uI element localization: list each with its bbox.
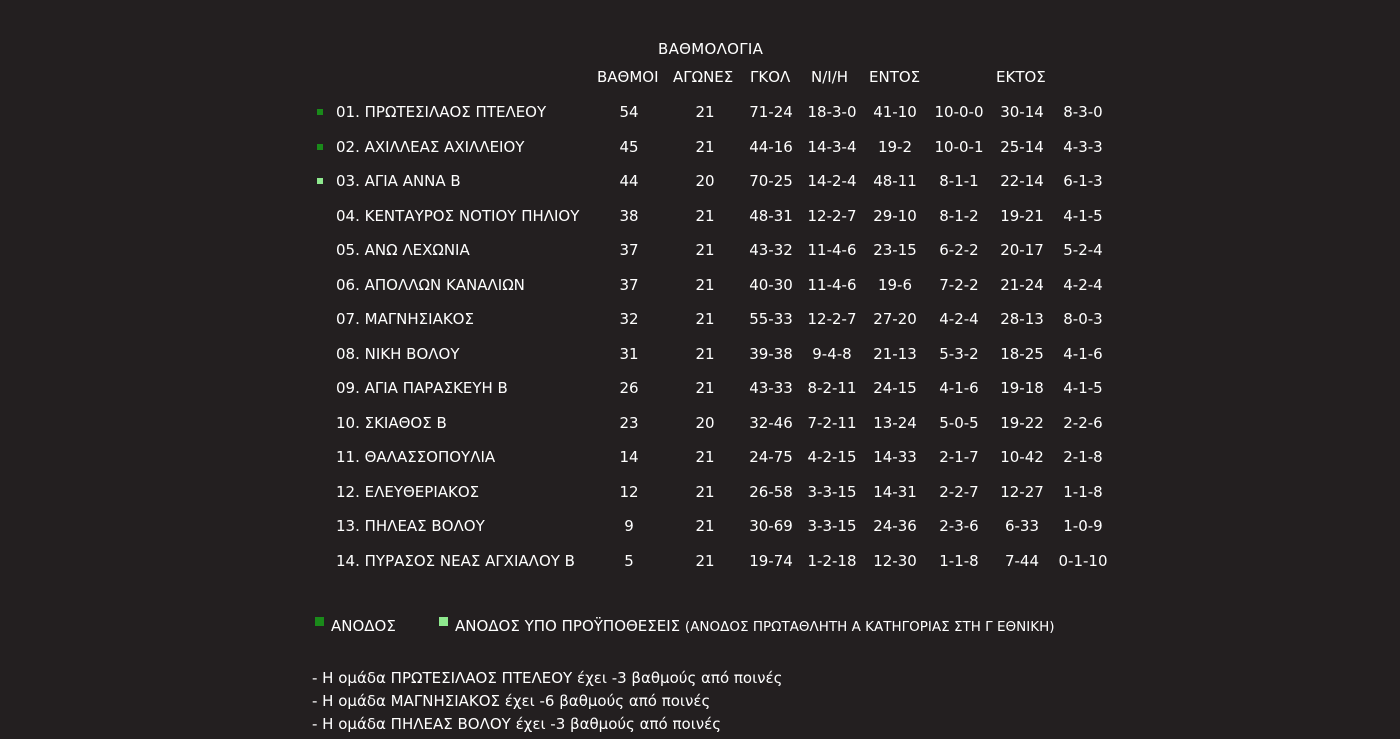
header-away: ΕΚΤΟΣ — [996, 68, 1046, 86]
goals-cell: 71-24 — [749, 103, 793, 121]
table-row — [0, 552, 1400, 586]
away-wdl-cell: 4-1-5 — [1063, 206, 1103, 225]
team-name: 09. ΑΓΙΑ ΠΑΡΑΣΚΕΥΗ Β — [336, 379, 508, 397]
team-name: 06. ΑΠΟΛΛΩΝ ΚΑΝΑΛΙΩΝ — [336, 275, 525, 294]
penalty-note-3: - Η ομάδα ΠΗΛΕΑΣ ΒΟΛΟΥ έχει -3 βαθμούς από ποινές — [312, 715, 722, 733]
goals-cell: 44-16 — [749, 137, 793, 156]
wdl-cell: 3-3-15 — [807, 517, 857, 535]
legend-conditional-swatch — [439, 617, 448, 626]
games-cell: 20 — [695, 413, 715, 432]
legend-conditional-label — [455, 617, 1055, 635]
games-cell: 21 — [695, 482, 715, 501]
promotion-marker — [317, 109, 323, 115]
team-name: 13. ΠΗΛΕΑΣ ΒΟΛΟΥ — [336, 517, 485, 535]
away-goals-cell: 7-44 — [1004, 551, 1040, 570]
games-cell: 21 — [695, 137, 715, 156]
games-cell: 21 — [695, 275, 715, 294]
table-row — [0, 103, 1400, 137]
games-cell: 21 — [695, 517, 715, 535]
away-wdl-cell: 1-0-9 — [1063, 517, 1103, 535]
away-goals-cell: 22-14 — [1000, 172, 1044, 190]
legend-conditional-note: (ΑΝΟΔΟΣ ΠΡΩΤΑΘΛΗΤΗ Α ΚΑΤΗΓΟΡΙΑΣ ΣΤΗ Γ ΕΘΝΙΚΗ) — [684, 619, 1055, 635]
header-wdl: Ν/Ι/Η — [811, 68, 849, 86]
goals-cell: 40-30 — [749, 275, 793, 294]
wdl-cell: 18-3-0 — [807, 103, 857, 121]
wdl-cell: 3-3-15 — [807, 482, 857, 501]
points-cell: 44 — [619, 172, 639, 190]
points-cell: 14 — [619, 448, 639, 466]
team-name: 10. ΣΚΙΑΘΟΣ Β — [336, 413, 447, 432]
home-wdl-cell: 7-2-2 — [939, 275, 979, 294]
away-goals-cell: 12-27 — [1000, 482, 1044, 501]
points-cell: 26 — [619, 379, 639, 397]
games-cell: 21 — [695, 344, 715, 363]
home-wdl-cell: 5-3-2 — [939, 344, 979, 363]
goals-cell: 43-32 — [749, 241, 793, 259]
penalty-note-1: - Η ομάδα ΠΡΩΤΕΣΙΛΑΟΣ ΠΤΕΛΕΟΥ έχει -3 βαθμούς από ποινές — [312, 669, 783, 687]
points-cell: 23 — [619, 413, 639, 432]
points-cell: 38 — [619, 206, 639, 225]
home-goals-cell: 24-36 — [873, 517, 917, 535]
away-goals-cell: 19-22 — [1000, 413, 1044, 432]
goals-cell: 43-33 — [749, 379, 793, 397]
points-cell: 54 — [619, 103, 639, 121]
wdl-cell: 1-2-18 — [807, 551, 857, 570]
wdl-cell: 12-2-7 — [807, 206, 857, 225]
legend-conditional-text: ΑΝΟΔΟΣ ΥΠΟ ΠΡΟΫΠΟΘΕΣΕΙΣ — [455, 617, 681, 635]
away-goals-cell: 28-13 — [1000, 310, 1044, 328]
away-wdl-cell: 1-1-8 — [1063, 482, 1103, 501]
team-name: 11. ΘΑΛΑΣΣΟΠΟΥΛΙΑ — [336, 448, 496, 466]
goals-cell: 32-46 — [749, 413, 793, 432]
wdl-cell: 11-4-6 — [807, 275, 857, 294]
home-goals-cell: 24-15 — [873, 379, 917, 397]
home-goals-cell: 19-6 — [877, 275, 913, 294]
team-name: 04. ΚΕΝΤΑΥΡΟΣ ΝΟΤΙΟΥ ΠΗΛΙΟΥ — [336, 206, 580, 225]
away-wdl-cell: 2-1-8 — [1063, 448, 1103, 466]
games-cell: 21 — [695, 448, 715, 466]
home-wdl-cell: 5-0-5 — [939, 413, 979, 432]
wdl-cell: 4-2-15 — [807, 448, 857, 466]
points-cell: 32 — [619, 310, 639, 328]
wdl-cell: 8-2-11 — [807, 379, 857, 397]
wdl-cell: 9-4-8 — [812, 344, 852, 363]
games-cell: 21 — [695, 551, 715, 570]
table-row — [0, 207, 1400, 241]
table-row — [0, 276, 1400, 310]
points-cell: 31 — [619, 344, 639, 363]
away-wdl-cell: 4-1-5 — [1063, 379, 1103, 397]
goals-cell: 55-33 — [749, 310, 793, 328]
away-goals-cell: 25-14 — [1000, 137, 1044, 156]
wdl-cell: 14-3-4 — [807, 137, 857, 156]
table-row — [0, 379, 1400, 413]
away-wdl-cell: 8-3-0 — [1063, 103, 1103, 121]
legend-promotion-swatch — [315, 617, 324, 626]
home-wdl-cell: 2-2-7 — [939, 482, 979, 501]
points-cell: 5 — [624, 551, 634, 570]
table-row — [0, 241, 1400, 275]
home-wdl-cell: 10-0-0 — [934, 103, 984, 121]
team-name: 03. ΑΓΙΑ ΑΝΝΑ Β — [336, 172, 461, 190]
promotion-marker — [317, 144, 323, 150]
goals-cell: 39-38 — [749, 344, 793, 363]
home-wdl-cell: 4-2-4 — [939, 310, 979, 328]
home-goals-cell: 41-10 — [873, 103, 917, 121]
wdl-cell: 11-4-6 — [807, 241, 857, 259]
home-goals-cell: 29-10 — [873, 206, 917, 225]
team-name: 07. ΜΑΓΝΗΣΙΑΚΟΣ — [336, 310, 474, 328]
team-name: 02. ΑΧΙΛΛΕΑΣ ΑΧΙΛΛΕΙΟΥ — [336, 137, 525, 156]
home-goals-cell: 23-15 — [873, 241, 917, 259]
away-wdl-cell: 0-1-10 — [1058, 551, 1108, 570]
points-cell: 12 — [619, 482, 639, 501]
table-row — [0, 517, 1400, 551]
penalty-note-2: - Η ομάδα ΜΑΓΝΗΣΙΑΚΟΣ έχει -6 βαθμούς από ποινές — [312, 692, 711, 710]
games-cell: 21 — [695, 310, 715, 328]
home-goals-cell: 14-33 — [873, 448, 917, 466]
away-wdl-cell: 8-0-3 — [1063, 310, 1103, 328]
team-name: 05. ΑΝΩ ΛΕΧΩΝΙΑ — [336, 241, 470, 259]
goals-cell: 48-31 — [749, 206, 793, 225]
home-wdl-cell: 8-1-2 — [939, 206, 979, 225]
home-goals-cell: 21-13 — [873, 344, 917, 363]
home-wdl-cell: 10-0-1 — [934, 137, 984, 156]
header-games: ΑΓΩΝΕΣ — [673, 68, 734, 86]
wdl-cell: 7-2-11 — [807, 413, 857, 432]
home-goals-cell: 13-24 — [873, 413, 917, 432]
home-goals-cell: 48-11 — [873, 172, 917, 190]
conditional-promotion-marker — [317, 178, 323, 184]
team-name: 01. ΠΡΩΤΕΣΙΛΑΟΣ ΠΤΕΛΕΟΥ — [336, 103, 547, 121]
table-row — [0, 483, 1400, 517]
goals-cell: 70-25 — [749, 172, 793, 190]
home-wdl-cell: 4-1-6 — [939, 379, 979, 397]
away-goals-cell: 19-18 — [1000, 379, 1044, 397]
points-cell: 37 — [619, 275, 639, 294]
wdl-cell: 12-2-7 — [807, 310, 857, 328]
away-wdl-cell: 2-2-6 — [1063, 413, 1103, 432]
header-points: ΒΑΘΜΟΙ — [597, 68, 659, 86]
table-row — [0, 310, 1400, 344]
away-wdl-cell: 4-3-3 — [1063, 137, 1103, 156]
games-cell: 21 — [695, 206, 715, 225]
away-wdl-cell: 4-2-4 — [1063, 275, 1103, 294]
home-goals-cell: 14-31 — [873, 482, 917, 501]
points-cell: 9 — [624, 517, 634, 535]
goals-cell: 19-74 — [749, 551, 793, 570]
home-wdl-cell: 6-2-2 — [939, 241, 979, 259]
goals-cell: 26-58 — [749, 482, 793, 501]
team-name: 08. ΝΙΚΗ ΒΟΛΟΥ — [336, 344, 460, 363]
away-goals-cell: 20-17 — [1000, 241, 1044, 259]
table-row — [0, 414, 1400, 448]
goals-cell: 30-69 — [749, 517, 793, 535]
games-cell: 20 — [695, 172, 715, 190]
wdl-cell: 14-2-4 — [807, 172, 857, 190]
home-wdl-cell: 1-1-8 — [939, 551, 979, 570]
home-goals-cell: 12-30 — [873, 551, 917, 570]
away-wdl-cell: 5-2-4 — [1063, 241, 1103, 259]
games-cell: 21 — [695, 379, 715, 397]
table-row — [0, 448, 1400, 482]
away-wdl-cell: 6-1-3 — [1063, 172, 1103, 190]
table-row — [0, 138, 1400, 172]
home-goals-cell: 27-20 — [873, 310, 917, 328]
away-goals-cell: 18-25 — [1000, 344, 1044, 363]
away-goals-cell: 6-33 — [1004, 517, 1040, 535]
away-wdl-cell: 4-1-6 — [1063, 344, 1103, 363]
games-cell: 21 — [695, 103, 715, 121]
header-home: ΕΝΤΟΣ — [869, 68, 921, 86]
header-goals: ΓΚΟΛ — [750, 68, 791, 86]
legend-promotion-label: ΑΝΟΔΟΣ — [331, 617, 396, 635]
points-cell: 45 — [619, 137, 639, 156]
home-wdl-cell: 2-3-6 — [939, 517, 979, 535]
table-row — [0, 172, 1400, 206]
team-name: 14. ΠΥΡΑΣΟΣ ΝΕΑΣ ΑΓΧΙΑΛΟΥ Β — [336, 551, 575, 570]
away-goals-cell: 30-14 — [1000, 103, 1044, 121]
away-goals-cell: 21-24 — [1000, 275, 1044, 294]
away-goals-cell: 10-42 — [1000, 448, 1044, 466]
goals-cell: 24-75 — [749, 448, 793, 466]
home-wdl-cell: 2-1-7 — [939, 448, 979, 466]
table-row — [0, 345, 1400, 379]
games-cell: 21 — [695, 241, 715, 259]
home-goals-cell: 19-2 — [877, 137, 913, 156]
team-name: 12. ΕΛΕΥΘΕΡΙΑΚΟΣ — [336, 482, 480, 501]
points-cell: 37 — [619, 241, 639, 259]
home-wdl-cell: 8-1-1 — [939, 172, 979, 190]
standings-title: ΒΑΘΜΟΛΟΓΙΑ — [658, 40, 764, 58]
away-goals-cell: 19-21 — [1000, 206, 1044, 225]
